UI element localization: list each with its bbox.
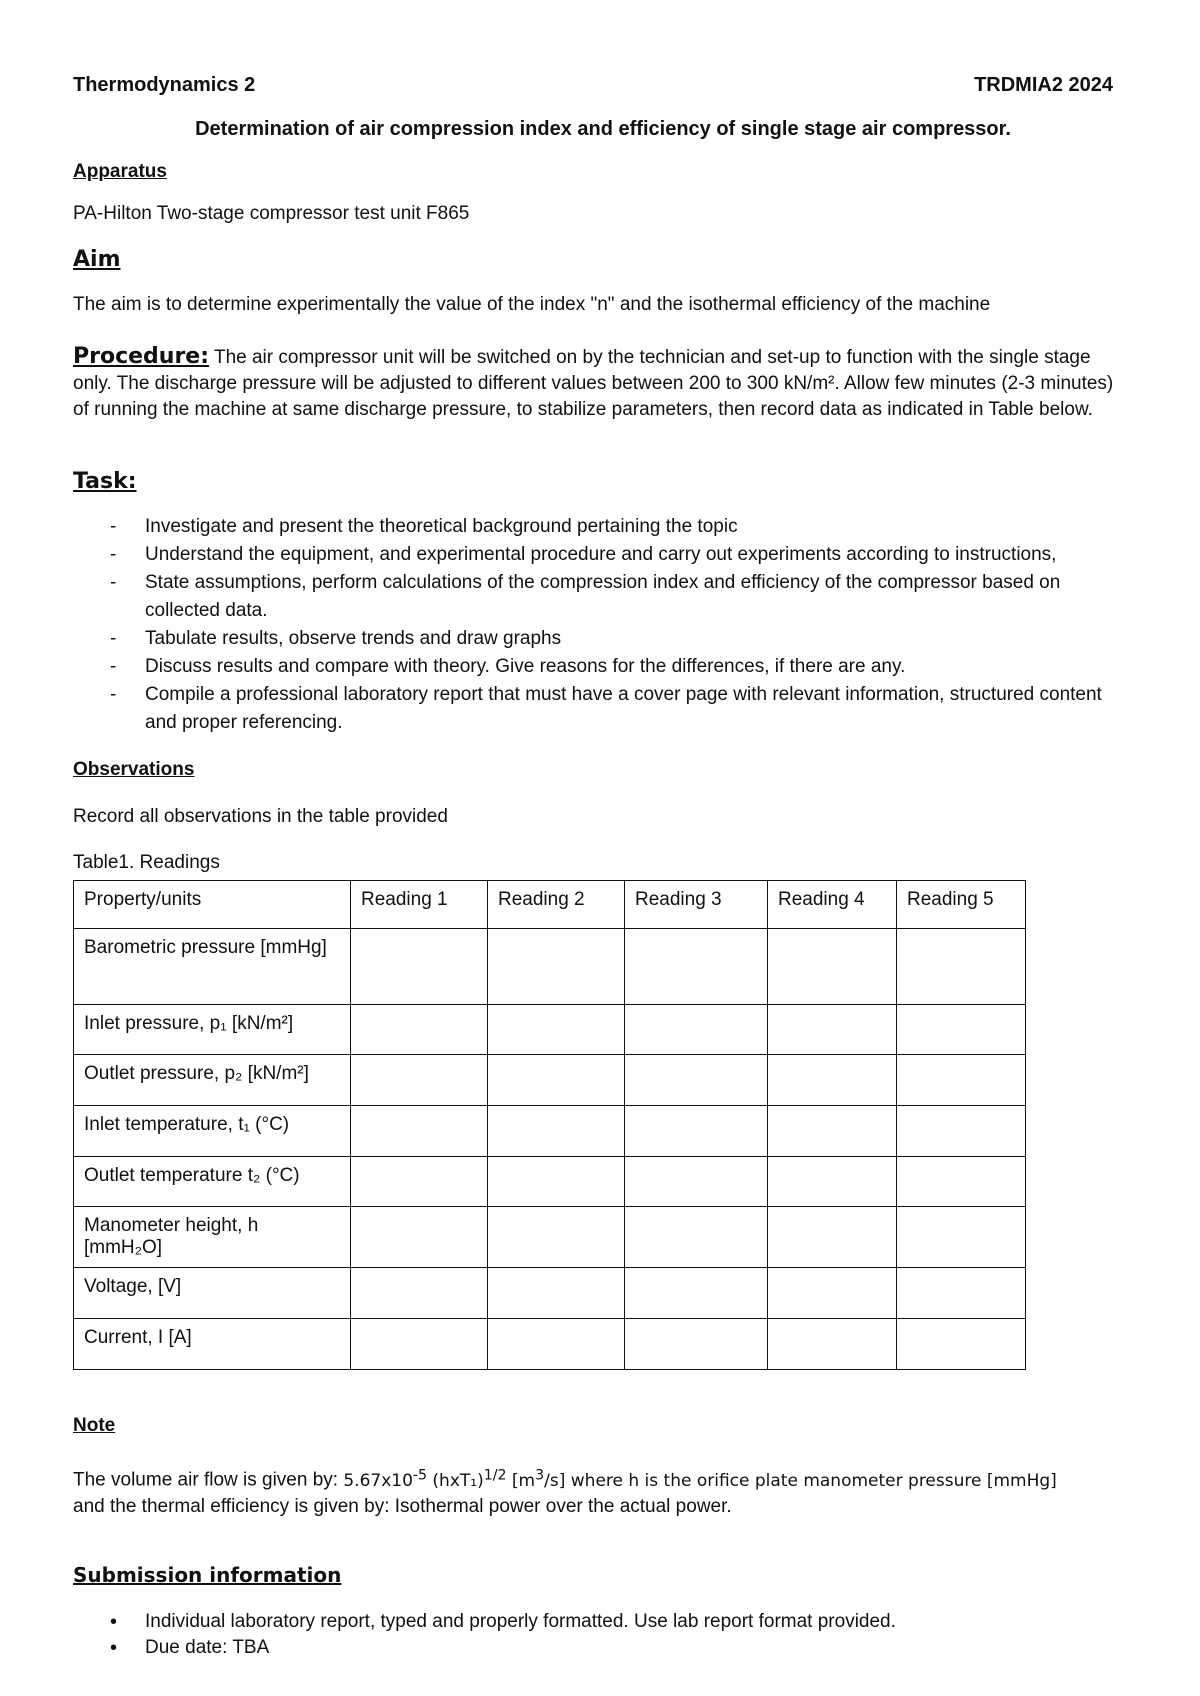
list-item: - State assumptions, perform calculations of the compression index and efficiency of the compressor based on collected data. [73, 569, 1133, 625]
reading-cell [768, 1106, 897, 1157]
table-row [74, 1319, 1026, 1370]
procedure-heading: Procedure: [73, 344, 210, 369]
reading-cell [351, 1268, 488, 1319]
reading-cell [625, 929, 768, 1005]
reading-cell [488, 1055, 625, 1106]
property-cell: Outlet pressure, p₂ [kN/m²] [74, 1055, 351, 1106]
property-cell: Barometric pressure [mmHg] [74, 929, 351, 1005]
course-code: TRDMIA2 2024 [974, 74, 1113, 96]
course-name: Thermodynamics 2 [73, 74, 256, 96]
reading-cell [351, 929, 488, 1005]
volume-flow-formula [343, 1467, 1057, 1491]
list-item: - Compile a professional laboratory report that must have a cover page with relevant information, structured content and proper referencing. [73, 681, 1133, 737]
task-list [73, 513, 1133, 737]
note-text [73, 1462, 1133, 1520]
reading-cell [897, 1157, 1026, 1207]
reading-cell [488, 929, 625, 1005]
list-item: • Individual laboratory report, typed and properly formatted. Use lab report format provided. [73, 1609, 896, 1635]
reading-cell [768, 1005, 897, 1055]
formula-unit-open: [m [506, 1470, 536, 1491]
reading-cell [768, 1207, 897, 1268]
note-text-before: The volume air flow is given by: [73, 1469, 344, 1491]
reading-cell [897, 1319, 1026, 1370]
property-cell: Inlet pressure, p₁ [kN/m²] [74, 1005, 351, 1055]
table-header-row [74, 881, 1026, 929]
table-row [74, 1207, 1026, 1268]
column-header: Reading 4 [768, 881, 897, 929]
reading-cell [768, 1157, 897, 1207]
list-item: - Tabulate results, observe trends and draw graphs [73, 625, 1133, 653]
reading-cell [897, 1005, 1026, 1055]
reading-cell [488, 1207, 625, 1268]
procedure-text: The air compressor unit will be switched on by the technician and set-up to function with the single stage only. The discharge pressure will be adjusted to different values between 200 to 300 kN/m². Allow few minutes (2-3 minutes) of running the machine at same discharge pressure, to stabilize parameters, then record data as indicated in Table below. [73, 347, 1114, 420]
reading-cell [625, 1106, 768, 1157]
submission-list [73, 1609, 896, 1661]
column-header: Reading 5 [897, 881, 1026, 929]
reading-cell [625, 1319, 768, 1370]
reading-cell [488, 1157, 625, 1207]
reading-cell [625, 1005, 768, 1055]
reading-cell [351, 1319, 488, 1370]
task-heading: Task: [73, 469, 137, 494]
list-item: • Due date: TBA [73, 1635, 896, 1661]
table-row [74, 1005, 1026, 1055]
reading-cell [488, 1106, 625, 1157]
table-row [74, 1268, 1026, 1319]
formula-unit-exponent: 3 [535, 1467, 545, 1483]
aim-heading: Aim [73, 247, 121, 272]
reading-cell [351, 1207, 488, 1268]
reading-cell [351, 1157, 488, 1207]
reading-cell [768, 1268, 897, 1319]
note-heading: Note [73, 1415, 116, 1436]
reading-cell [351, 1055, 488, 1106]
reading-cell [625, 1157, 768, 1207]
table-row [74, 1055, 1026, 1106]
observations-text: Record all observations in the table provided [73, 806, 448, 827]
table-caption: Table1. Readings [73, 852, 220, 873]
formula-power: 1/2 [483, 1467, 507, 1483]
apparatus-text: PA-Hilton Two-stage compressor test unit F865 [73, 203, 470, 224]
column-header: Reading 3 [625, 881, 768, 929]
readings-table [73, 880, 1026, 1370]
property-cell: Inlet temperature, t₁ (°C) [74, 1106, 351, 1157]
reading-cell [768, 929, 897, 1005]
list-item: - Understand the equipment, and experimental procedure and carry out experiments according to instructions, [73, 541, 1133, 569]
column-header: Reading 1 [351, 881, 488, 929]
submission-heading: Submission information [73, 1563, 342, 1587]
formula-where: where h is the orifice plate manometer pressure [mmHg] [565, 1470, 1057, 1491]
table-row [74, 929, 1026, 1005]
table-row [74, 1157, 1026, 1207]
property-cell: Current, I [A] [74, 1319, 351, 1370]
reading-cell [768, 1319, 897, 1370]
reading-cell [897, 929, 1026, 1005]
list-item: - Investigate and present the theoretical background pertaining the topic [73, 513, 1133, 541]
reading-cell [897, 1055, 1026, 1106]
formula-coefficient: 5.67x10 [343, 1470, 413, 1491]
apparatus-heading: Apparatus [73, 161, 167, 182]
reading-cell [625, 1207, 768, 1268]
document-title: Determination of air compression index and efficiency of single stage air compressor. [195, 118, 1011, 140]
reading-cell [897, 1106, 1026, 1157]
reading-cell [351, 1005, 488, 1055]
reading-cell [488, 1005, 625, 1055]
reading-cell [625, 1268, 768, 1319]
formula-body: (hxT₁) [427, 1470, 484, 1491]
formula-exponent: -5 [412, 1467, 428, 1483]
aim-text: The aim is to determine experimentally the value of the index "n" and the isothermal efficiency of the machine [73, 294, 991, 315]
table-row [74, 1106, 1026, 1157]
reading-cell [488, 1319, 625, 1370]
reading-cell [488, 1268, 625, 1319]
reading-cell [625, 1055, 768, 1106]
reading-cell [351, 1106, 488, 1157]
property-cell: Voltage, [V] [74, 1268, 351, 1319]
procedure-section [73, 344, 1133, 423]
column-header: Reading 2 [488, 881, 625, 929]
property-cell: Manometer height, h [mmH₂O] [74, 1207, 351, 1268]
column-header: Property/units [74, 881, 351, 929]
reading-cell [897, 1268, 1026, 1319]
property-cell: Outlet temperature t₂ (°C) [74, 1157, 351, 1207]
formula-unit-close: /s] [544, 1470, 566, 1491]
note-text-after: and the thermal efficiency is given by: Isothermal power over the actual power. [73, 1495, 732, 1517]
reading-cell [768, 1055, 897, 1106]
list-item: - Discuss results and compare with theory. Give reasons for the differences, if there are any. [73, 653, 1133, 681]
reading-cell [897, 1207, 1026, 1268]
observations-heading: Observations [73, 759, 195, 780]
